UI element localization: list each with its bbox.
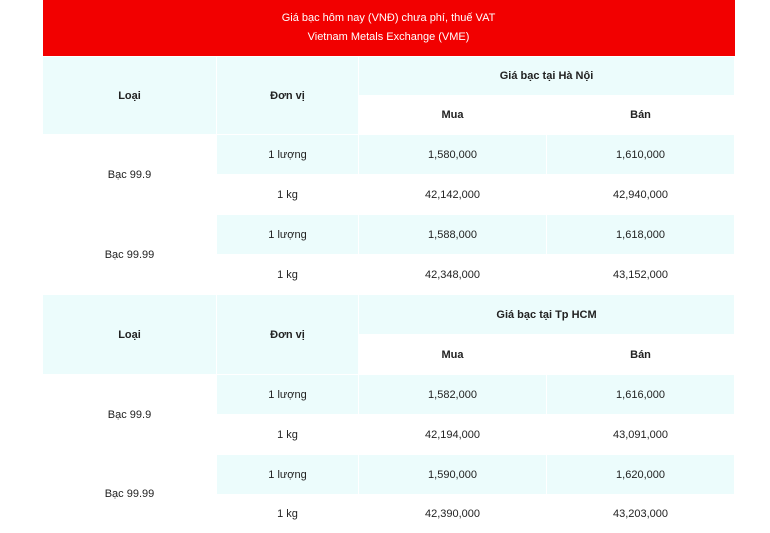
table-title-line2: Vietnam Metals Exchange (VME) xyxy=(307,31,470,43)
unit-cell: 1 kg xyxy=(217,415,359,455)
hcm-sell-header: Bán xyxy=(547,335,735,375)
hanoi-location-header: Giá bạc tại Hà Nội xyxy=(359,57,735,96)
hanoi-header-row-1 xyxy=(43,57,735,96)
unit-cell: 1 lượng xyxy=(217,135,359,175)
sell-price-cell: 43,152,000 xyxy=(547,255,735,295)
hanoi-col-type-header: Loại xyxy=(43,57,217,135)
unit-cell: 1 kg xyxy=(217,175,359,215)
product-name: Bạc 99.9 xyxy=(43,375,217,455)
hanoi-col-unit-header: Đơn vị xyxy=(217,57,359,135)
sell-price-cell: 1,620,000 xyxy=(547,455,735,495)
table-row xyxy=(43,135,735,175)
table-row xyxy=(43,215,735,255)
buy-price-cell: 42,348,000 xyxy=(359,255,547,295)
sell-price-cell: 1,610,000 xyxy=(547,135,735,175)
hanoi-buy-header: Mua xyxy=(359,96,547,135)
table-title xyxy=(43,0,735,57)
unit-cell: 1 lượng xyxy=(217,215,359,255)
unit-cell: 1 kg xyxy=(217,495,359,533)
buy-price-cell: 1,588,000 xyxy=(359,215,547,255)
unit-cell: 1 lượng xyxy=(217,455,359,495)
title-row xyxy=(43,0,735,57)
product-name: Bạc 99.99 xyxy=(43,215,217,295)
hcm-col-type-header: Loại xyxy=(43,295,217,375)
buy-price-cell: 42,142,000 xyxy=(359,175,547,215)
buy-price-cell: 1,582,000 xyxy=(359,375,547,415)
sell-price-cell: 1,616,000 xyxy=(547,375,735,415)
table-row xyxy=(43,375,735,415)
sell-price-cell: 43,203,000 xyxy=(547,495,735,533)
hcm-header-row-1 xyxy=(43,295,735,335)
unit-cell: 1 kg xyxy=(217,255,359,295)
sell-price-cell: 42,940,000 xyxy=(547,175,735,215)
hcm-location-header: Giá bạc tại Tp HCM xyxy=(359,295,735,335)
buy-price-cell: 1,590,000 xyxy=(359,455,547,495)
buy-price-cell: 42,390,000 xyxy=(359,495,547,533)
sell-price-cell: 43,091,000 xyxy=(547,415,735,455)
buy-price-cell: 42,194,000 xyxy=(359,415,547,455)
table-title-line1: Giá bạc hôm nay (VNĐ) chưa phí, thuế VAT xyxy=(281,12,496,24)
table-row xyxy=(43,455,735,495)
silver-price-table xyxy=(42,0,735,533)
sell-price-cell: 1,618,000 xyxy=(547,215,735,255)
product-name: Bạc 99.9 xyxy=(43,135,217,215)
silver-price-table-wrapper xyxy=(42,0,734,533)
product-name: Bạc 99.99 xyxy=(43,455,217,533)
hanoi-sell-header: Bán xyxy=(547,96,735,135)
hcm-col-unit-header: Đơn vị xyxy=(217,295,359,375)
hcm-buy-header: Mua xyxy=(359,335,547,375)
buy-price-cell: 1,580,000 xyxy=(359,135,547,175)
unit-cell: 1 lượng xyxy=(217,375,359,415)
